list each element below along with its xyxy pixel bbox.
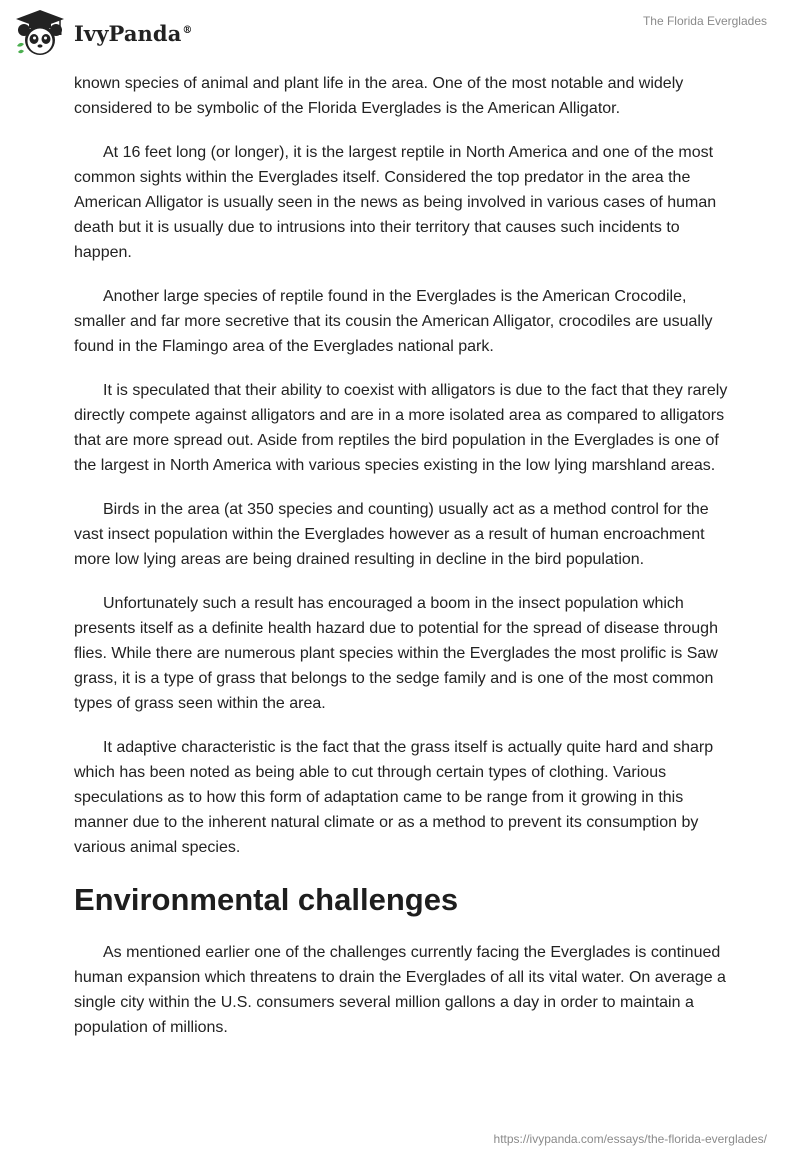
- panda-graduate-icon: [14, 8, 66, 58]
- paragraph: It adaptive characteristic is the fact that the grass itself is actually quite hard and sharp which has been noted as being able to cut through certain types of clothing. Various speculations as to how this form of adaptation came to be range from it growing in this manner due to the inherent natural climate or as a method to prevent its consumption by various animal species.: [74, 739, 714, 856]
- section-heading: Environmental challenges: [74, 882, 459, 917]
- paragraph: known species of animal and plant life in the area. One of the most notable and widely considered to be symbolic of the Florida Everglades is the American Alligator.: [74, 75, 684, 117]
- paragraph: Birds in the area (at 350 species and counting) usually act as a method control for the vast insect population within the Everglades however as a result of human encroachment more low lying areas are being drained resulting in decline in the bird population.: [74, 501, 709, 568]
- brand-logo[interactable]: [14, 8, 193, 58]
- paragraph: It is speculated that their ability to coexist with alligators is due to the fact that they rarely directly compete against alligators and are in a more isolated area as compared to alligators that are more spread out. Aside from reptiles the bird population in the Everglades is one of the largest in North America with various species existing in the low lying marshland areas.: [74, 382, 728, 474]
- paragraph: Another large species of reptile found in the Everglades is the American Crocodile, smaller and far more secretive that its cousin the American Alligator, crocodiles are usually found in the Flamingo area of the Everglades national park.: [74, 288, 713, 355]
- essay-content: [74, 71, 734, 1059]
- registered-mark: ®: [182, 24, 193, 36]
- paragraph: At 16 feet long (or longer), it is the largest reptile in North America and one of the most common sights within the Everglades itself. Considered the top predator in the area the American Alligator is usually seen in the news as being involved in various cases of human death but it is usually due to intrusions into their territory that causes such incidents to happen.: [74, 144, 717, 261]
- paragraph: Unfortunately such a result has encouraged a boom in the insect population which presents itself as a definite health hazard due to potential for the spread of disease through flies. While there are numerous plant species within the Everglades the most prolific is Saw grass, it is a type of grass that belongs to the sedge family and is one of the most common types of grass seen within the area.: [74, 595, 718, 712]
- source-url[interactable]: https://ivypanda.com/essays/the-florida-everglades/: [493, 1132, 767, 1146]
- paragraph: As mentioned earlier one of the challenges currently facing the Everglades is continued human expansion which threatens to drain the Everglades of all its vital water. On average a single city within the U.S. consumers several million gallons a day in order to maintain a population of millions.: [74, 944, 726, 1036]
- document-title: The Florida Everglades: [642, 14, 767, 28]
- brand-name: IvyPanda®: [74, 20, 193, 46]
